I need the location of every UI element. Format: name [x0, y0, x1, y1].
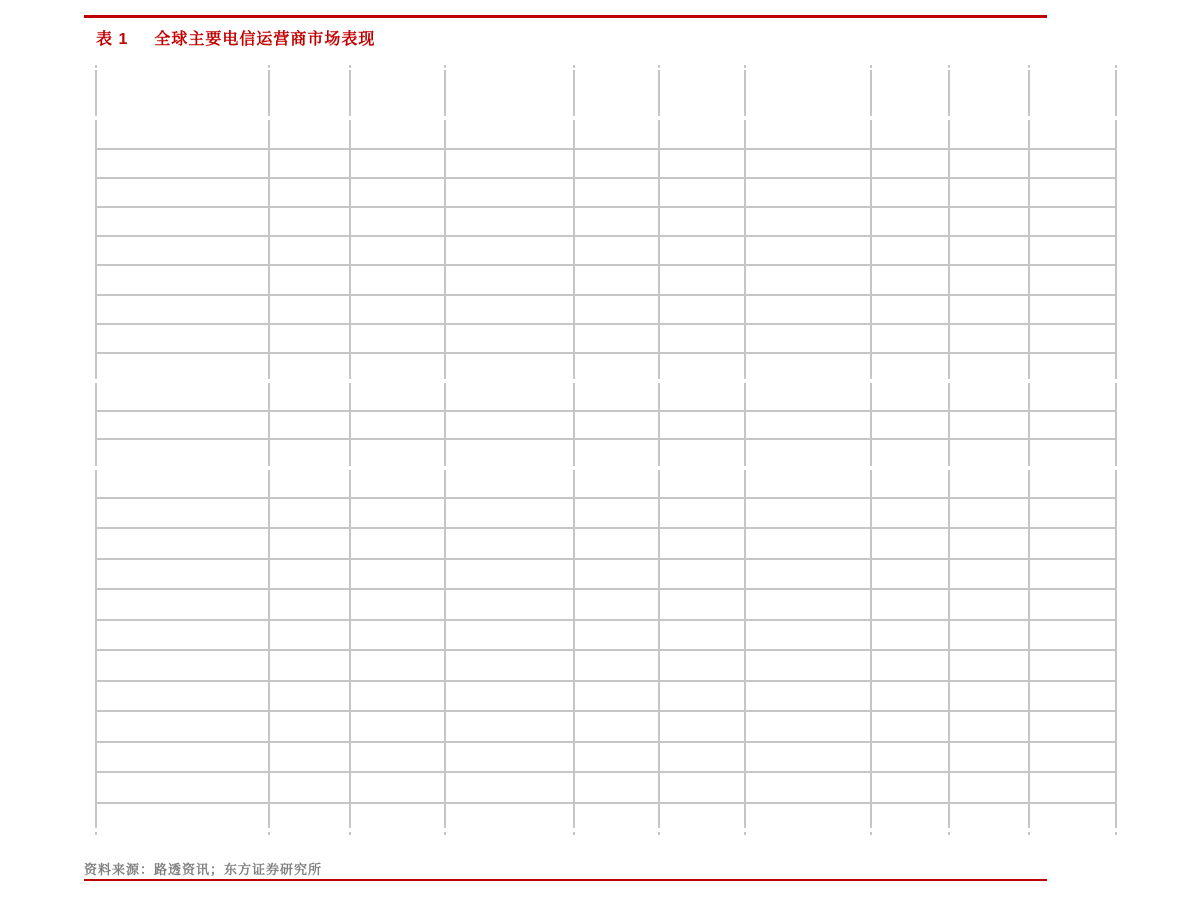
- grid-column-line: [744, 470, 746, 828]
- grid-row-line: [95, 438, 1117, 440]
- grid-row-line: [95, 649, 1117, 651]
- grid-column-line: [870, 832, 872, 835]
- grid-column-line: [1028, 470, 1030, 828]
- grid-column-line: [744, 65, 746, 68]
- grid-column-line: [1115, 383, 1117, 466]
- grid-column-line: [95, 120, 97, 379]
- grid-column-line: [573, 65, 575, 68]
- grid-column-line: [349, 70, 351, 116]
- grid-row-line: [95, 741, 1117, 743]
- grid-column-line: [948, 65, 950, 68]
- grid-row-line: [95, 323, 1117, 325]
- grid-column-line: [1115, 470, 1117, 828]
- grid-row-line: [95, 206, 1117, 208]
- grid-column-line: [948, 120, 950, 379]
- grid-column-line: [1115, 65, 1117, 68]
- grid-column-line: [870, 470, 872, 828]
- grid-column-line: [658, 832, 660, 835]
- grid-column-line: [349, 120, 351, 379]
- grid-column-line: [444, 383, 446, 466]
- grid-row-line: [95, 619, 1117, 621]
- grid-column-line: [1028, 832, 1030, 835]
- grid-column-line: [349, 65, 351, 68]
- grid-column-line: [658, 470, 660, 828]
- grid-row-line: [95, 802, 1117, 804]
- grid-column-line: [658, 383, 660, 466]
- grid-column-line: [268, 120, 270, 379]
- grid-column-line: [870, 120, 872, 379]
- grid-column-line: [658, 65, 660, 68]
- grid-row-line: [95, 294, 1117, 296]
- grid-row-line: [95, 352, 1117, 354]
- grid-column-line: [948, 832, 950, 835]
- grid-column-line: [268, 832, 270, 835]
- grid-row-line: [95, 527, 1117, 529]
- grid-column-line: [444, 120, 446, 379]
- grid-column-line: [744, 383, 746, 466]
- source-note: 资料来源：路透资讯；东方证券研究所: [84, 862, 323, 877]
- grid-row-line: [95, 264, 1117, 266]
- grid-column-line: [444, 470, 446, 828]
- grid-row-line: [95, 558, 1117, 560]
- grid-column-line: [948, 470, 950, 828]
- grid-row-line: [95, 235, 1117, 237]
- grid-column-line: [349, 470, 351, 828]
- grid-row-line: [95, 710, 1117, 712]
- grid-column-line: [95, 383, 97, 466]
- grid-column-line: [948, 70, 950, 116]
- grid-column-line: [95, 832, 97, 835]
- grid-column-line: [95, 70, 97, 116]
- grid-column-line: [444, 832, 446, 835]
- grid-column-line: [573, 383, 575, 466]
- grid-column-line: [444, 65, 446, 68]
- grid-column-line: [573, 120, 575, 379]
- grid-column-line: [658, 120, 660, 379]
- grid-column-line: [268, 65, 270, 68]
- grid-column-line: [573, 470, 575, 828]
- grid-row-line: [95, 771, 1117, 773]
- grid-column-line: [573, 70, 575, 116]
- grid-column-line: [1115, 120, 1117, 379]
- grid-column-line: [268, 470, 270, 828]
- grid-row-line: [95, 148, 1117, 150]
- grid-column-line: [573, 832, 575, 835]
- grid-column-line: [95, 65, 97, 68]
- grid-column-line: [870, 70, 872, 116]
- grid-column-line: [1028, 70, 1030, 116]
- grid-column-line: [658, 70, 660, 116]
- grid-column-line: [349, 832, 351, 835]
- grid-column-line: [1028, 120, 1030, 379]
- grid-column-line: [95, 470, 97, 828]
- grid-column-line: [349, 383, 351, 466]
- grid-row-line: [95, 177, 1117, 179]
- grid-column-line: [444, 70, 446, 116]
- grid-column-line: [268, 70, 270, 116]
- grid-row-line: [95, 588, 1117, 590]
- grid-column-line: [744, 120, 746, 379]
- grid-column-line: [1028, 65, 1030, 68]
- grid-column-line: [268, 383, 270, 466]
- grid-column-line: [1115, 70, 1117, 116]
- table-caption-number: 表 1: [96, 31, 129, 48]
- grid-row-line: [95, 497, 1117, 499]
- grid-column-line: [744, 832, 746, 835]
- grid-column-line: [1115, 832, 1117, 835]
- grid-column-line: [744, 70, 746, 116]
- grid-column-line: [1028, 383, 1030, 466]
- grid-column-line: [870, 383, 872, 466]
- grid-column-line: [948, 383, 950, 466]
- grid-column-line: [870, 65, 872, 68]
- bottom-red-rule: [84, 879, 1047, 881]
- grid-row-line: [95, 680, 1117, 682]
- table-caption-text: 全球主要电信运营商市场表现: [154, 31, 376, 48]
- grid-row-line: [95, 410, 1117, 412]
